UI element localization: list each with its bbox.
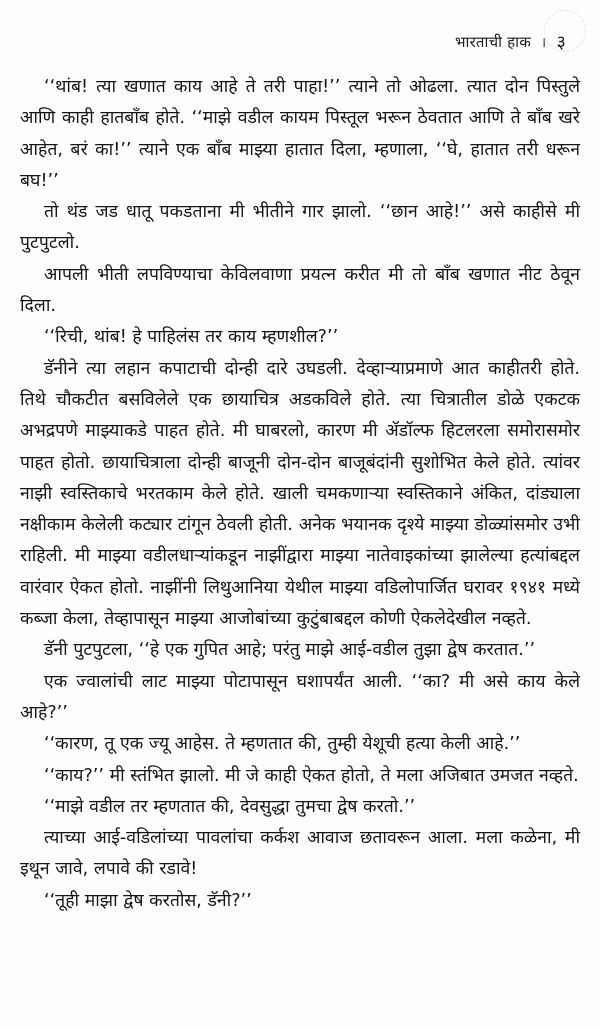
body-text (20, 72, 580, 917)
running-header (455, 30, 566, 54)
paragraph: ‘‘काय?’’ मी स्तंभित झालो. मी जे काही ऐकत होतो, ते मला अजिबात उमजत नव्हते. (44, 765, 579, 786)
paragraph: डॅनीने त्या लहान कपाटाची दोन्ही दारे उघडली. देव्हाऱ्याप्रमाणे आत काहीतरी होते. तिथे चौकटीत बसविलेले एक छायाचित्र अडकविले होते. त्या चित्रातील डोळे एकटक अभद्रपणे माझ्याकडे पाहत होते. मी घाबरलो, कारण मी ॲडॉल्फ हिटलरला समोरासमोर पाहत होतो. छायाचित्राला दोन्ही बाजूनी दोन-दोन बाजूबंदांनी सुशोभित केले होते. त्यांवर नाझी स्वस्तिकाचे भरतकाम केले होते. खाली चमकणाऱ्या स्वस्तिकाने अंकित, दांड्याला नक्षीकाम केलेली कट्यार टांगून ठेवली होती. अनेक भयानक दृश्ये माझ्या डोळ्यांसमोर उभी राहिली. मी माझ्या वडीलधाऱ्यांकडून नाझींद्वारा माझ्या नातेवाइकांच्या झालेल्या हत्यांबद्दल वारंवार ऐकत होतो. नाझींनी लिथुआनिया येथील माझ्या वडिलोपार्जित घरावर १९४१ मध्ये कब्जा केला, तेव्हापासून माझ्या आजोबांच्या कुटुंबाबद्दल कोणी ऐकलेदेखील नव्हते. (20, 358, 580, 630)
book-title: भारताची हाक (454, 33, 531, 51)
paragraph: एक ज्वालांची लाट माझ्या पोटापासून घशापर्यंत आली. ‘‘का? मी असे काय केले आहे?’’ (20, 671, 580, 723)
page-number: ३ (556, 32, 566, 53)
header-separator: । (540, 34, 547, 51)
paragraph: डॅनी पुटपुटला, ‘‘हे एक गुपित आहे; परंतु माझे आई-वडील तुझा द्वेष करतात.’’ (44, 640, 536, 661)
paragraph: ‘‘माझे वडील तर म्हणतात की, देवसुद्धा तुमचा द्वेष करतो.’’ (44, 796, 416, 817)
paragraph: त्याच्या आई-वडिलांच्या पावलांचा कर्कश आवाज छतावरून आला. मला कळेना, मी इथून जावे, लपावे की रडावे! (20, 828, 581, 880)
paragraph: ‘‘रिची, थांब! हे पाहिलंस तर काय म्हणशील?’’ (44, 327, 339, 348)
paragraph: ‘‘तूही माझा द्वेष करतोस, डॅनी?’’ (44, 890, 252, 911)
paragraph: तो थंड जड धातू पकडताना मी भीतीने गार झालो. ‘‘छान आहे!’’ असे काहीसे मी पुटपुटलो. (20, 202, 580, 254)
paragraph: ‘‘कारण, तू एक ज्यू आहेस. ते म्हणतात की, तुम्ही येशूची हत्या केली आहे.’’ (44, 734, 521, 755)
paragraph: आपली भीती लपविण्याचा केविलवाणा प्रयत्न करीत मी तो बाँब खणात नीट ठेवून दिला. (20, 264, 580, 317)
paragraph: ‘‘थांब! त्या खणात काय आहे ते तरी पाहा!’’ त्याने तो ओढला. त्यात दोन पिस्तुले आणि काही हातबाँब होते. ‘‘माझे वडील कायम पिस्तूल भरून ठेवतात आणि ते बाँब खरे आहेत, बरं का!’’ त्याने एक बाँब माझ्या हातात दिला, म्हणाला, ‘‘घे, हातात तरी धरून बघ!’’ (20, 77, 580, 191)
